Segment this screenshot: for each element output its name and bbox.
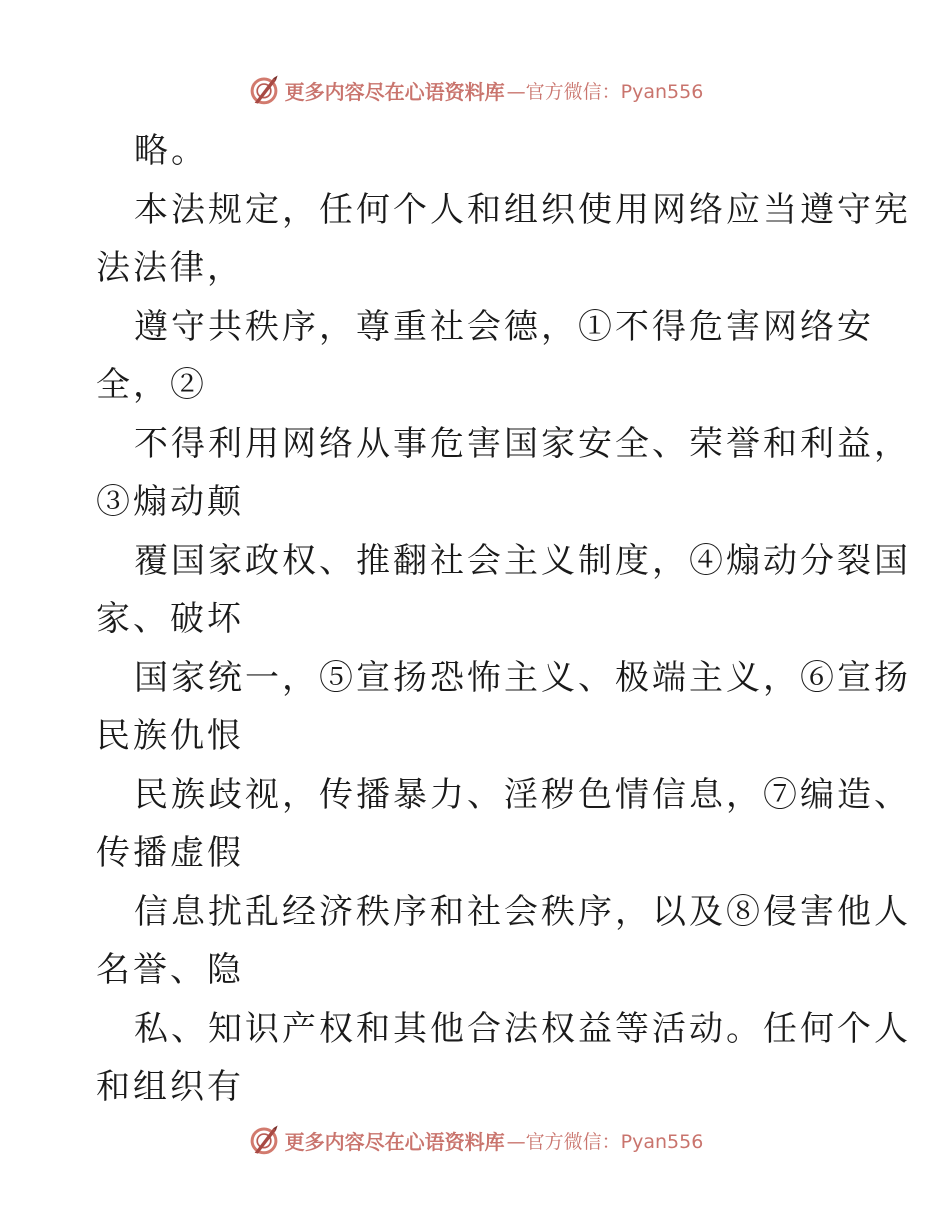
body-line: 家、破坏 [96, 599, 244, 639]
body-line: 民族仇恨 [96, 716, 244, 756]
body-line: ③煽动颠 [96, 482, 244, 522]
body-line: 覆国家政权、推翻社会主义制度，④煽动分裂国 [134, 540, 911, 581]
footer-watermark-banner [0, 1120, 950, 1160]
banner-main-text: 更多内容尽在心语资料库 [284, 1129, 505, 1154]
header-watermark-banner [0, 70, 950, 110]
quill-pen-seal-icon [247, 1123, 281, 1157]
banner-contact-text: —官方微信：Pyan556 [506, 1130, 704, 1153]
body-line: 国家统一，⑤宣扬恐怖主义、极端主义，⑥宣扬 [134, 657, 911, 698]
body-line: 略。 [134, 131, 208, 171]
body-line: 不得利用网络从事危害国家安全、荣誉和利益， [134, 423, 911, 464]
document-body [96, 122, 911, 1117]
body-line: 和组织有 [96, 1067, 244, 1107]
body-line: 传播虚假 [96, 833, 244, 873]
body-line: 名誉、隐 [96, 950, 244, 990]
body-line: 私、知识产权和其他合法权益等活动。任何个人 [134, 1008, 911, 1049]
banner-contact-text: —官方微信：Pyan556 [506, 80, 704, 103]
body-line: 全，② [96, 365, 207, 405]
body-line: 遵守共秩序，尊重社会德，①不得危害网络安 [134, 306, 874, 347]
banner-main-text: 更多内容尽在心语资料库 [284, 79, 505, 104]
body-line: 本法规定，任何个人和组织使用网络应当遵守宪 [134, 189, 911, 230]
quill-pen-seal-icon [247, 73, 281, 107]
body-line: 民族歧视，传播暴力、淫秽色情信息，⑦编造、 [134, 774, 911, 815]
body-line: 信息扰乱经济秩序和社会秩序，以及⑧侵害他人 [134, 891, 911, 932]
body-line: 法法律， [96, 248, 244, 288]
